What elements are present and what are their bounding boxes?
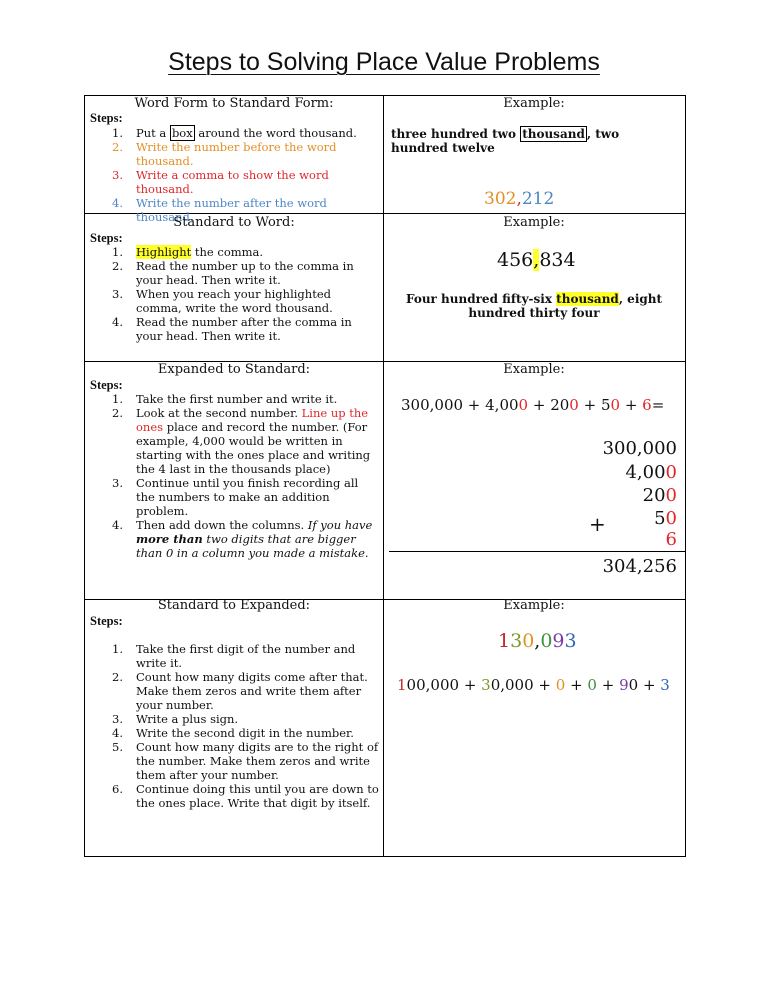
plus-sign: +: [589, 512, 606, 536]
steps-label: Steps:: [90, 111, 123, 125]
page-title: Steps to Solving Place Value Problems: [168, 48, 600, 76]
step-item: 3. Write a plus sign.: [112, 712, 239, 726]
example-expanded-form: 100,000 + 30,000 + 0 + 0 + 90 + 3: [397, 676, 670, 694]
highlighted-word: Highlight: [136, 245, 192, 259]
boxed-word: thousand: [522, 127, 585, 141]
step-item: 1. Take the first number and write it.: [112, 392, 338, 406]
step-item: 1. Put a box around the word thousand.: [112, 126, 357, 140]
step-item: 3. Write a comma to show the word thousand.: [112, 168, 329, 196]
example-word-form: Four hundred fifty-six thousand, eight hundred thirty four: [405, 292, 663, 320]
boxed-word: box: [171, 126, 193, 140]
step-item: 6. Continue doing this until you are down to the ones place. Write that digit by itself.: [112, 782, 379, 810]
example-word-form: three hundred two thousand , two hundred twelve: [391, 127, 620, 155]
example-number: 456,834: [497, 249, 576, 271]
sum-total: 304,256: [602, 556, 677, 577]
step-item: 3. When you reach your highlighted comma, write the word thousand.: [112, 287, 333, 315]
addend-row: 50: [654, 508, 677, 529]
example-equation: 300,000 + 4,000 + 200 + 50 + 6=: [401, 396, 665, 414]
steps-label: Steps:: [90, 378, 123, 392]
column-divider: [383, 95, 384, 857]
addend-row: 6: [665, 529, 677, 550]
section-heading-expanded-to-standard: Expanded to Standard:: [157, 362, 311, 377]
steps-label: Steps:: [90, 614, 123, 628]
step-item: 2. Read the number up to the comma in your head. Then write it.: [112, 259, 354, 287]
section-heading-standard-to-word: Standard to Word:: [173, 215, 295, 230]
step-item: 1. Take the first digit of the number and write it.: [112, 642, 356, 670]
example-heading: Example:: [503, 96, 565, 111]
steps-list: [84, 245, 380, 343]
addend-row: 4,000: [625, 462, 677, 483]
example-number: 130,093: [498, 630, 577, 652]
step-item: 1. Highlight the comma.: [112, 245, 264, 259]
section-heading-standard-to-expanded: Standard to Expanded:: [157, 598, 311, 613]
section-heading-word-to-standard: Word Form to Standard Form:: [134, 96, 334, 111]
step-item: 3. Continue until you finish recording all the numbers to make an addition problem.: [112, 476, 359, 518]
step-item: 4. Then add down the columns. If you have more than two digits that are bigger than 0 in a column you made a mistake.: [112, 518, 373, 560]
steps-list: [84, 392, 380, 560]
addend-row: 300,000: [602, 438, 677, 459]
steps-list: [84, 642, 380, 810]
step-item: 4. Write the number after the word thousand.: [112, 196, 327, 224]
example-result: 302,212: [484, 189, 555, 209]
step-item: 2. Write the number before the word thousand.: [112, 140, 337, 168]
example-heading: Example:: [503, 215, 565, 230]
step-item: 2. Count how many digits come after that. Make them zeros and write them after your number.: [112, 670, 368, 712]
addend-row: 200: [642, 485, 677, 506]
example-heading: Example:: [503, 362, 565, 377]
step-item: 4. Write the second digit in the number.: [112, 726, 354, 740]
step-item: 5. Count how many digits are to the right of the number. Make them zeros and write them after your number.: [112, 740, 379, 782]
steps-list: [84, 126, 380, 224]
step-item: 4. Read the number after the comma in your head. Then write it.: [112, 315, 352, 343]
steps-label: Steps:: [90, 231, 123, 245]
example-heading: Example:: [503, 598, 565, 613]
sum-line: [389, 551, 685, 552]
step-item: 2. Look at the second number. Line up the ones place and record the number. (For example, 4,000 would be written in starting with the ones place and writing the 4 last in the thousands place): [112, 406, 371, 476]
